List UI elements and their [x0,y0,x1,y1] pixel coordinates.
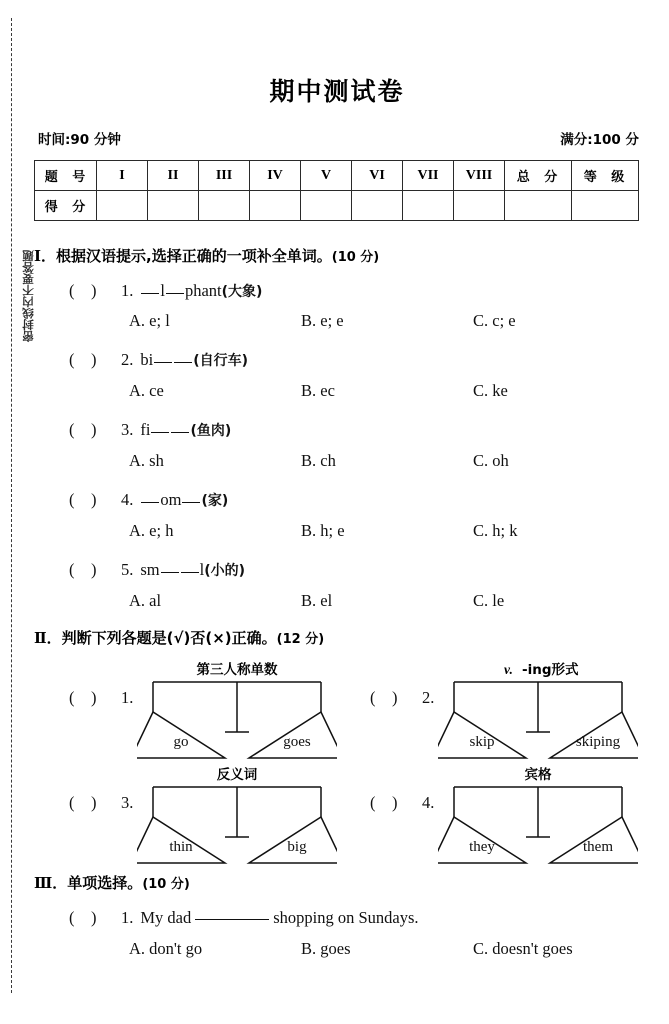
option-b[interactable]: B. ch [301,451,336,470]
answer-paren-2-2[interactable]: ( ) 2. [370,688,435,707]
section-heading-1: Ⅰ．根据汉语提示,选择正确的一项补全单词。(10 分) [34,247,380,265]
section-1-points: (10 分) [331,250,380,265]
word-blank[interactable] [141,293,159,294]
exam-time-label: 时间:90 分钟 [38,132,121,148]
score-table-col-total: 总 分 [505,161,572,191]
diagram-left-word: thin [169,839,193,855]
section-heading-3: Ⅲ．单项选择。(10 分) [34,874,190,892]
diagram-question-2-1 [69,660,311,772]
diagram-right-word: skiping [575,734,621,750]
word-blank[interactable] [181,572,199,573]
option-a[interactable]: A. e; h [129,521,174,540]
score-table-row-label-1: 得 分 [35,191,97,221]
question-number-3-1: 1. [121,908,134,927]
option-c[interactable]: C. ke [473,381,508,400]
stem-pre-1-5: sm [140,560,160,579]
word-blank[interactable] [166,293,184,294]
question-1-5-stem [69,560,245,580]
question-number-2-4: 4. [422,793,435,812]
option-c[interactable]: C. le [473,591,505,610]
question-number-1-4: 4. [121,490,134,509]
score-table-col-0: I [97,161,148,191]
diagram-right-word: big [287,839,307,855]
question-3-1-stem [69,908,419,928]
diagram-label: 第三人称单数 [196,662,278,678]
score-table-col-5: VI [352,161,403,191]
word-blank[interactable] [182,502,200,503]
section-1-roman: Ⅰ [34,249,42,265]
diagram-question-2-3 [69,765,307,877]
question-1-4-options [129,521,639,541]
option-a[interactable]: A. ce [129,381,164,400]
question-number-1-3: 3. [121,420,134,439]
option-b[interactable]: B. goes [301,939,351,958]
question-number-2-1: 1. [121,688,134,707]
option-a[interactable]: A. al [129,591,162,610]
section-3-points: (10 分) [142,877,190,892]
page-title: 期中测试卷 [269,77,405,106]
answer-paren-1-4[interactable]: ( ) [69,490,97,509]
seal-dashed-line [11,18,12,993]
option-a[interactable]: A. e; l [129,311,170,330]
section-3-roman: Ⅲ [34,876,53,892]
answer-paren-3-1[interactable]: ( ) [69,908,97,927]
diagram-label: 反义词 [216,767,258,783]
question-3-1-options [129,939,639,959]
question-1-3-stem [69,420,231,440]
section-1-title: 根据汉语提示,选择正确的一项补全单词。 [56,247,332,265]
answer-paren-1-2[interactable]: ( ) [69,350,97,369]
score-table [34,160,639,221]
section-3-title: 单项选择。 [67,874,143,892]
score-table-col-2: III [199,161,250,191]
option-b[interactable]: B. h; e [301,521,345,540]
score-cell-total[interactable] [505,191,572,221]
stem-pre-1-3: fi [140,420,151,439]
word-pair-diagram [438,765,638,877]
word-blank[interactable] [151,432,169,433]
question-1-1-options [129,311,639,331]
exam-page [33,0,669,1024]
question-1-2-options [129,381,639,401]
sentence-blank[interactable] [195,919,269,920]
word-blank[interactable] [154,362,172,363]
word-pair-diagram [137,765,337,877]
option-c[interactable]: C. h; k [473,521,518,540]
diagram-label-italic: v. [504,662,513,677]
word-blank[interactable] [141,502,159,503]
diagram-label: 宾格 [524,767,552,783]
score-table-col-1: II [148,161,199,191]
word-blank[interactable] [161,572,179,573]
diagram-right-word: goes [283,734,311,750]
section-heading-2: Ⅱ．判断下列各题是(√)否(×)正确。(12 分) [34,629,325,647]
question-1-4-stem [69,490,228,510]
option-c[interactable]: C. doesn't goes [473,939,573,958]
score-table-col-6: VII [403,161,454,191]
score-cell-1[interactable] [148,191,199,221]
option-b[interactable]: B. el [301,591,333,610]
seal-line-text: 密封线内不要答题 [21,250,35,342]
question-number-1-2: 2. [121,350,134,369]
word-blank[interactable] [171,432,189,433]
question-number-1-1: 1. [121,281,134,300]
diagram-left-word: they [469,839,495,855]
word-pair-diagram [438,660,638,772]
table-row-scores [35,191,639,221]
score-cell-grade[interactable] [572,191,639,221]
diagram-right-word: them [583,839,613,855]
question-1-3-options [129,451,639,471]
exam-meta-row [38,128,639,148]
score-cell-5[interactable] [352,191,403,221]
question-number-2-3: 3. [121,793,134,812]
score-cell-0[interactable] [97,191,148,221]
score-table-col-7: VIII [454,161,505,191]
score-table-col-3: IV [250,161,301,191]
score-table-col-grade: 等 级 [572,161,639,191]
section-2-roman: Ⅱ [34,631,47,647]
word-pair-diagram [137,660,337,772]
score-cell-6[interactable] [403,191,454,221]
diagram-left-word: go [173,734,189,750]
option-b[interactable]: B. e; e [301,311,344,330]
score-table-row-label-0: 题 号 [35,161,97,191]
option-a[interactable]: A. sh [129,451,164,470]
option-c[interactable]: C. oh [473,451,509,470]
stem-pre-3-1: My dad [140,908,192,927]
score-cell-3[interactable] [250,191,301,221]
option-b[interactable]: B. ec [301,381,335,400]
diagram-label: -ing形式 [522,662,579,678]
answer-paren-1-5[interactable]: ( ) [69,560,97,579]
stem-pre-1-2: bi [140,350,154,369]
answer-paren-2-4[interactable]: ( ) 4. [370,793,435,812]
section-2-title: 判断下列各题是(√)否(×)正确。 [61,629,277,647]
hint-1-3: (鱼肉) [190,423,232,439]
hint-1-5: (小的) [204,563,246,579]
section-2-points: (12 分) [276,632,325,647]
score-cell-2[interactable] [199,191,250,221]
table-row-question-numbers [35,161,639,191]
hint-1-2: (自行车) [193,353,249,369]
option-c[interactable]: C. c; e [473,311,516,330]
question-number-1-5: 5. [121,560,134,579]
question-1-2-stem [69,350,248,370]
hint-1-1: (大象) [221,284,263,300]
answer-paren-2-1[interactable]: ( ) 1. [69,688,134,707]
score-cell-4[interactable] [301,191,352,221]
stem-post-1-1: phant [184,281,222,300]
stem-post-1-5: l [199,560,205,579]
diagram-question-2-2 [370,660,621,772]
option-a[interactable]: A. don't go [129,939,203,958]
score-table-col-4: V [301,161,352,191]
question-number-2-2: 2. [422,688,435,707]
word-blank[interactable] [174,362,192,363]
stem-mid-1-1: l [160,281,165,300]
score-cell-7[interactable] [454,191,505,221]
answer-paren-1-1[interactable]: ( ) [69,281,97,300]
answer-paren-1-3[interactable]: ( ) [69,420,97,439]
stem-post-3-1: shopping on Sundays. [273,908,419,927]
exam-total-score-label: 满分:100 分 [560,132,639,148]
question-1-5-options [129,591,639,611]
answer-paren-2-3[interactable]: ( ) 3. [69,793,134,812]
diagram-question-2-4 [370,765,613,877]
seal-line-margin [0,0,33,1024]
stem-mid-1-4: om [160,490,182,509]
question-1-1-stem [69,281,262,301]
hint-1-4: (家) [201,493,229,509]
diagram-left-word: skip [469,734,495,750]
